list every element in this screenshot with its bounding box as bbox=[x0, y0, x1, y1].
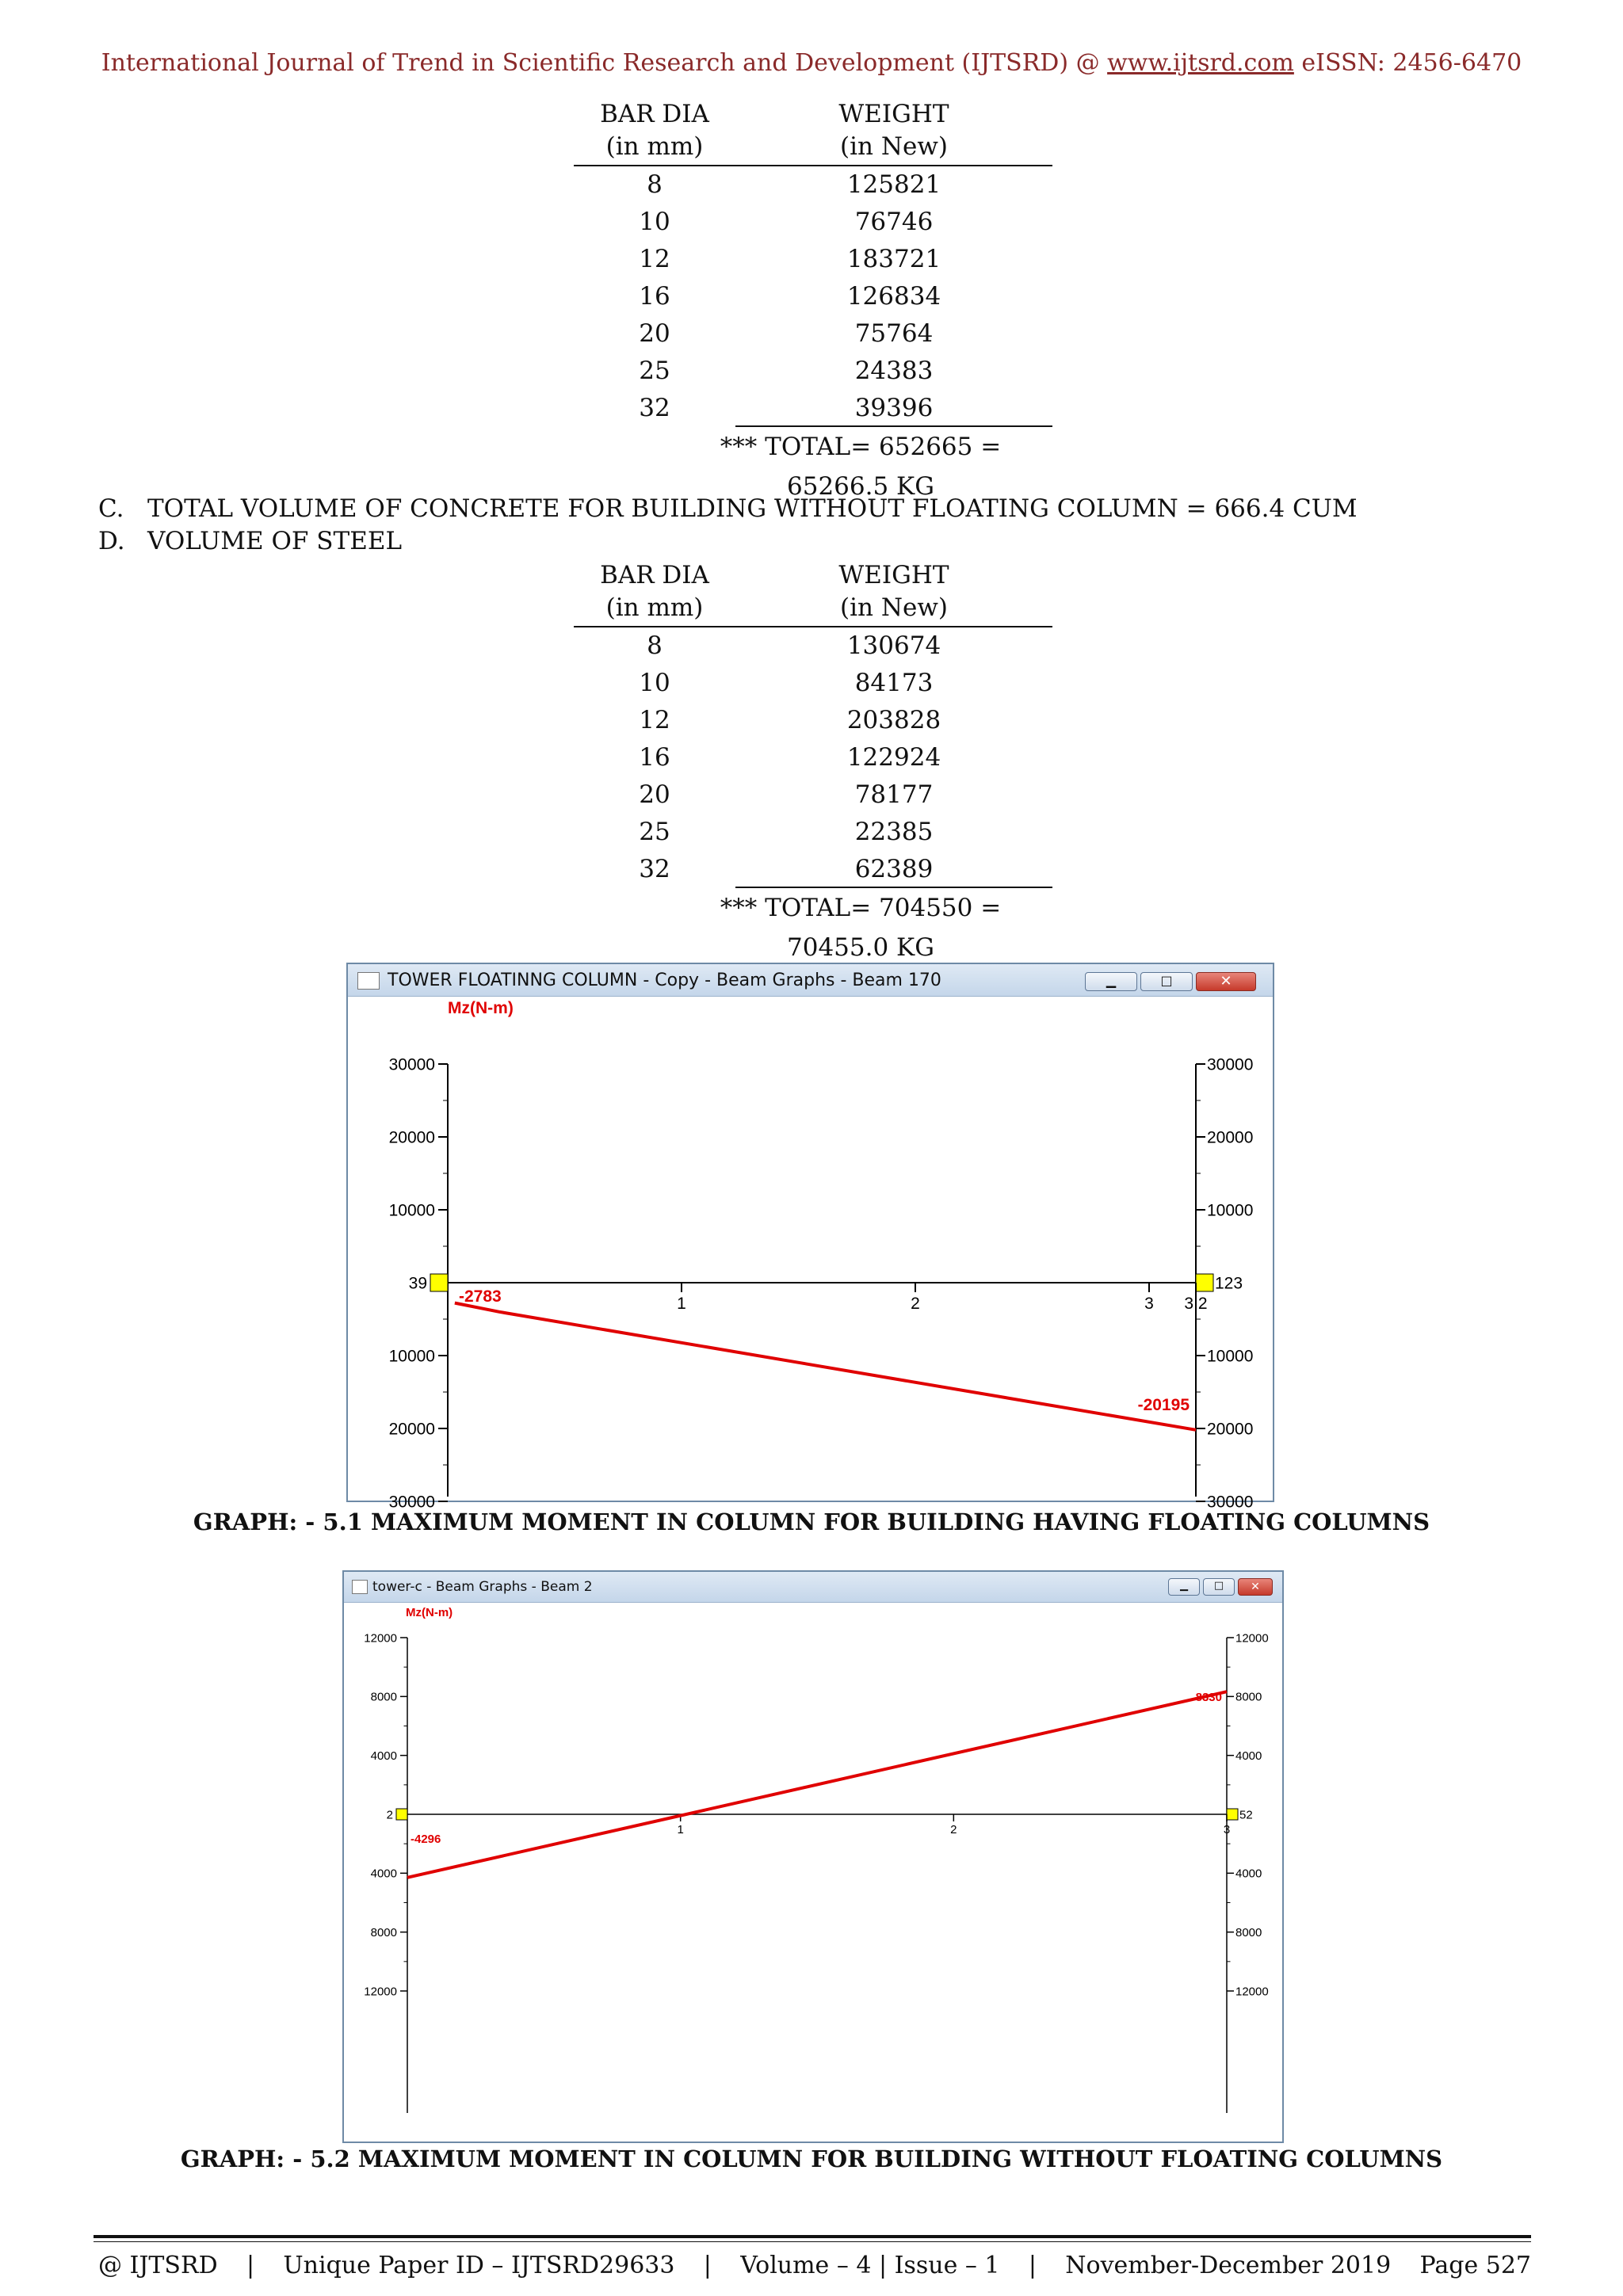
bar-dia-cell: 8 bbox=[647, 170, 663, 199]
table-row bbox=[574, 166, 1052, 204]
footer-rule-thin bbox=[94, 2241, 1531, 2242]
support-marker-left bbox=[430, 1274, 448, 1291]
y-tick-label-right: 8000 bbox=[1235, 1925, 1262, 1939]
graph-5-2-caption: GRAPH: - 5.2 MAXIMUM MOMENT IN COLUMN FOR BUILDING WITHOUT FLOATING COLUMNS bbox=[180, 2145, 1443, 2172]
weight-cell: 39396 bbox=[735, 390, 1052, 427]
table-row bbox=[574, 204, 1052, 241]
footer-page: Page 527 bbox=[1419, 2252, 1531, 2279]
bar-dia-cell: 16 bbox=[639, 743, 670, 772]
y-tick-label-right: 30000 bbox=[1207, 1493, 1254, 1512]
y-tick-label-left: 8000 bbox=[370, 1925, 397, 1939]
x-tick-label: 3 bbox=[1144, 1295, 1154, 1313]
journal-header bbox=[0, 49, 1623, 77]
weight-cell: 78177 bbox=[854, 780, 934, 809]
support-marker-right bbox=[1196, 1274, 1213, 1291]
y-tick-label-left: 20000 bbox=[388, 1128, 435, 1147]
table-row bbox=[574, 353, 1052, 390]
y-tick-label-right: 8000 bbox=[1235, 1690, 1262, 1704]
table-header bbox=[574, 559, 1052, 627]
window-titlebar[interactable] bbox=[344, 1572, 1282, 1603]
graph-5-1-caption: GRAPH: - 5.1 MAXIMUM MOMENT IN COLUMN FOR BUILDING HAVING FLOATING COLUMNS bbox=[193, 1508, 1430, 1535]
header-suffix: eISSN: 2456-6470 bbox=[1293, 49, 1522, 77]
support-marker-left bbox=[396, 1809, 407, 1820]
col-weight-label: WEIGHT bbox=[838, 561, 949, 589]
app-icon bbox=[352, 1580, 368, 1594]
y-tick-label-left: 30000 bbox=[388, 1493, 435, 1512]
y-tick-label-right: 10000 bbox=[1207, 1347, 1254, 1366]
page-footer bbox=[98, 2252, 1531, 2279]
bar-dia-cell: 10 bbox=[639, 208, 670, 236]
section-d-text: VOLUME OF STEEL bbox=[147, 527, 403, 555]
table-total: *** TOTAL= 652665 = 65266.5 KG bbox=[720, 433, 1002, 501]
table-row bbox=[574, 315, 1052, 353]
y-tick-label-right: 12000 bbox=[1235, 1631, 1269, 1646]
moment-annotation: -2783 bbox=[459, 1287, 502, 1306]
y-tick-label-right: 12000 bbox=[1235, 1985, 1269, 1999]
app-icon bbox=[357, 972, 380, 990]
y-tick-label-left: 10000 bbox=[388, 1347, 435, 1366]
moment-annotation: -4296 bbox=[411, 1833, 441, 1846]
moment-chart-2 bbox=[344, 1602, 1282, 2142]
moment-annotation: 8330 bbox=[1195, 1691, 1222, 1704]
close-button[interactable]: ✕ bbox=[1238, 1578, 1273, 1596]
moment-chart-1 bbox=[348, 996, 1273, 1512]
weight-cell: 125821 bbox=[846, 170, 941, 199]
bar-dia-cell: 16 bbox=[639, 282, 670, 311]
col-bar-dia-label: BAR DIA bbox=[600, 100, 709, 128]
beam-graph-window-2 bbox=[342, 1570, 1284, 2143]
journal-link[interactable]: www.ijtsrd.com bbox=[1107, 49, 1294, 77]
footer-left: @ IJTSRD bbox=[98, 2252, 218, 2279]
y-tick-label-left: 12000 bbox=[364, 1631, 397, 1646]
y-tick-label-left: 12000 bbox=[364, 1985, 397, 1999]
weight-cell: 126834 bbox=[846, 282, 941, 311]
weight-cell: 76746 bbox=[854, 208, 934, 236]
y-tick-label-left: 10000 bbox=[388, 1201, 435, 1220]
window-titlebar[interactable] bbox=[348, 964, 1273, 997]
table-row bbox=[574, 278, 1052, 315]
x-tick-label: 2 bbox=[911, 1295, 920, 1313]
col-weight-unit: (in New) bbox=[840, 593, 948, 622]
table-row bbox=[574, 814, 1052, 851]
y-tick-label-right: 4000 bbox=[1235, 1867, 1262, 1881]
minimize-button[interactable]: ▁ bbox=[1085, 972, 1137, 991]
table-row bbox=[574, 851, 1052, 888]
y-tick-label-left: 4000 bbox=[370, 1867, 397, 1881]
col-bar-dia-unit: (in mm) bbox=[605, 593, 704, 622]
window-title: TOWER FLOATINNG COLUMN - Copy - Beam Graphs - Beam 170 bbox=[388, 971, 941, 990]
y-zero-label-right: 123 bbox=[1215, 1274, 1243, 1293]
y-tick-label-right: 10000 bbox=[1207, 1201, 1254, 1220]
window-title: tower-c - Beam Graphs - Beam 2 bbox=[372, 1579, 593, 1595]
y-tick-label-left: 30000 bbox=[388, 1055, 435, 1074]
weight-cell: 130674 bbox=[846, 631, 941, 660]
y-tick-label-left: 4000 bbox=[370, 1749, 397, 1763]
y-zero-label-left: 39 bbox=[408, 1274, 427, 1293]
bar-dia-cell: 10 bbox=[639, 669, 670, 697]
steel-table-without-floating bbox=[574, 559, 1052, 967]
table-header bbox=[574, 98, 1052, 166]
footer-paper-id: Unique Paper ID – IJTSRD29633 bbox=[283, 2252, 675, 2279]
y-tick-label-right: 20000 bbox=[1207, 1420, 1254, 1439]
y-tick-label-right: 20000 bbox=[1207, 1128, 1254, 1147]
footer-rule bbox=[94, 2235, 1531, 2238]
y-tick-label-left: 20000 bbox=[388, 1420, 435, 1439]
beam-graph-window-1 bbox=[346, 963, 1274, 1512]
bar-dia-cell: 32 bbox=[639, 394, 670, 422]
bar-dia-cell: 32 bbox=[639, 855, 670, 883]
y-tick-label-right: 30000 bbox=[1207, 1055, 1254, 1074]
table-row bbox=[574, 739, 1052, 776]
x-tick-label: 3.2 bbox=[1184, 1295, 1208, 1313]
moment-annotation: -20195 bbox=[1137, 1396, 1190, 1414]
weight-cell: 84173 bbox=[854, 669, 934, 697]
header-prefix: International Journal of Trend in Scientific Research and Development (IJTSRD) @ bbox=[101, 49, 1108, 77]
col-bar-dia-label: BAR DIA bbox=[600, 561, 709, 589]
support-marker-right bbox=[1227, 1809, 1238, 1820]
minimize-button[interactable]: ▁ bbox=[1168, 1578, 1200, 1596]
bar-dia-cell: 12 bbox=[639, 706, 670, 734]
section-d bbox=[98, 527, 402, 555]
footer-sep: | bbox=[1028, 2252, 1037, 2279]
table-row bbox=[574, 776, 1052, 814]
close-button[interactable]: ✕ bbox=[1196, 972, 1256, 991]
y-tick-label-left: 8000 bbox=[370, 1690, 397, 1704]
y-zero-label-right: 52 bbox=[1239, 1808, 1253, 1822]
maximize-button[interactable]: □ bbox=[1203, 1578, 1235, 1596]
y-tick-label-right: 4000 bbox=[1235, 1749, 1262, 1763]
maximize-button[interactable]: □ bbox=[1140, 972, 1193, 991]
footer-volume: Volume – 4 | Issue – 1 bbox=[740, 2252, 1000, 2279]
x-tick-label: 2 bbox=[950, 1823, 957, 1836]
weight-cell: 75764 bbox=[854, 319, 934, 348]
bar-dia-cell: 20 bbox=[639, 780, 670, 809]
weight-cell: 22385 bbox=[854, 818, 934, 846]
bar-dia-cell: 25 bbox=[639, 357, 670, 385]
section-c bbox=[98, 494, 1358, 523]
bar-dia-cell: 20 bbox=[639, 319, 670, 348]
weight-cell: 122924 bbox=[846, 743, 941, 772]
table-row bbox=[574, 241, 1052, 278]
bar-dia-cell: 25 bbox=[639, 818, 670, 846]
x-tick-label: 1 bbox=[677, 1823, 684, 1836]
col-weight-label: WEIGHT bbox=[838, 100, 949, 128]
table-row bbox=[574, 627, 1052, 665]
moment-series-line bbox=[407, 1691, 1227, 1878]
y-axis-label: Mz(N-m) bbox=[406, 1606, 453, 1619]
y-zero-label-left: 2 bbox=[386, 1808, 393, 1822]
table-row bbox=[574, 702, 1052, 739]
section-d-letter: D. bbox=[98, 527, 125, 555]
steel-table-floating bbox=[574, 98, 1052, 506]
section-c-text: TOTAL VOLUME OF CONCRETE FOR BUILDING WITHOUT FLOATING COLUMN = 666.4 CUM bbox=[147, 494, 1358, 523]
y-axis-label: Mz(N-m) bbox=[448, 999, 514, 1017]
moment-series-line bbox=[455, 1303, 1196, 1430]
weight-cell: 183721 bbox=[846, 245, 941, 273]
footer-sep: | bbox=[246, 2252, 255, 2279]
x-tick-label: 3 bbox=[1223, 1823, 1231, 1836]
footer-sep: | bbox=[703, 2252, 712, 2279]
weight-cell: 62389 bbox=[735, 851, 1052, 888]
footer-date: November-December 2019 bbox=[1065, 2252, 1392, 2279]
table-row bbox=[574, 390, 1052, 427]
weight-cell: 24383 bbox=[854, 357, 934, 385]
col-bar-dia-unit: (in mm) bbox=[605, 132, 704, 161]
x-tick-label: 1 bbox=[677, 1295, 686, 1313]
col-weight-unit: (in New) bbox=[840, 132, 948, 161]
table-row bbox=[574, 665, 1052, 702]
section-c-letter: C. bbox=[98, 494, 124, 523]
table-total: *** TOTAL= 704550 = 70455.0 KG bbox=[720, 894, 1002, 962]
bar-dia-cell: 8 bbox=[647, 631, 663, 660]
weight-cell: 203828 bbox=[846, 706, 941, 734]
bar-dia-cell: 12 bbox=[639, 245, 670, 273]
